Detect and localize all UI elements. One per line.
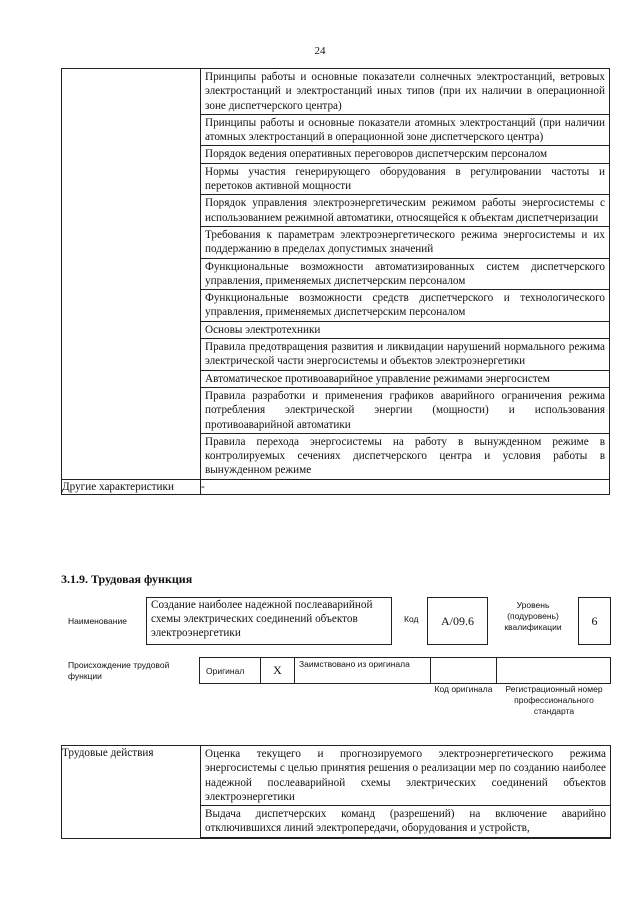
function-code-value: A/09.6 [427,597,488,645]
origin-borrowed-cell [294,657,431,684]
labor-actions-label: Трудовые действия [62,746,201,839]
list-item: Требования к параметрам электроэнергетического режима энергосистемы и их поддержанию в пределах допустимых значений [201,227,609,259]
origin-reg-cell [496,657,611,684]
other-characteristics-value: - [201,479,610,494]
origin-original-cell [199,657,261,684]
original-mark: X [260,657,295,684]
original-label: Оригинал [206,666,245,676]
reg-caption: Регистрационный номер профессионального стандарта [505,684,603,716]
list-item: Принципы работы и основные показатели солнечных электростанций, ветровых электростанций и электростанций иных типов (при их наличии в операционной зоне диспетчерского центра) [201,69,609,115]
list-item: Функциональные возможности автоматизированных систем диспетчерского управления, применяемых диспетчерским персоналом [201,259,609,291]
requirements-cell [201,69,610,480]
list-item: Оценка текущего и прогнозируемого электроэнергетического режима энергосистемы с целью принятия решения о реализации мер по созданию наиболее надежной послеаварийной схемы электрических соединений объектов электроэнергетики [201,746,610,806]
code-label: Код [404,614,419,624]
level-value: 6 [578,597,611,645]
origin-label: Происхождение трудовой функции [68,660,170,681]
table-row [62,69,610,480]
list-item: Правила перехода энергосистемы на работу в вынужденном режиме в контролируемых сечениях диспетчерского центра и условия работы в вынужденном режиме [205,435,605,477]
origin-code-cell [430,657,497,684]
labor-actions-table [61,745,611,839]
empty-left-cell [62,69,201,480]
table-row [62,479,610,494]
code-caption: Код оригинала [434,684,493,694]
list-item: Функциональные возможности средств диспетчерского и технологического управления, применяемых диспетчерским персоналом [201,290,609,322]
list-item: Нормы участия генерирующего оборудования в регулировании частоты и перетоков активной мощности [201,164,609,196]
list-item: Автоматическое противоаварийное управление режимами энергосистем [201,371,609,388]
list-item: Правила разработки и применения графиков аварийного ограничения режима потребления электрической энергии (мощности) и использования противоаварийной автоматики [201,388,609,434]
name-label: Наименование [68,616,127,626]
list-item: Основы электротехники [201,322,609,339]
page-number: 24 [314,45,326,57]
list-item: Правила предотвращения развития и ликвидации нарушений нормального режима электрической части энергосистемы и объектов электроэнергетики [201,339,609,371]
function-name-value: Создание наиболее надежной послеаварийной схемы электрических соединений объектов электроэнергетики [146,597,392,645]
other-characteristics-label: Другие характеристики [62,479,201,494]
list-item: Выдача диспетчерских команд (разрешений) на включение аварийно отключившихся линий электропередачи, оборудования и устройств, [201,806,610,838]
requirements-table [61,68,610,495]
list-item: Порядок управления электроэнергетическим режимом работы энергосистемы с использованием режимной автоматики, относящейся к объектам диспетчеризации [201,195,609,227]
level-label: Уровень (подуровень) квалификации [504,600,562,632]
section-title: 3.1.9. Трудовая функция [61,572,193,586]
list-item: Принципы работы и основные показатели атомных электростанций (при наличии атомных электростанций в операционной зоне диспетчерского центра) [201,115,609,147]
table-row [62,746,611,839]
list-item: Порядок ведения оперативных переговоров диспетчерским персоналом [201,146,609,163]
labor-actions-cell [201,746,611,839]
borrowed-label: Заимствовано из оригинала [299,659,410,669]
